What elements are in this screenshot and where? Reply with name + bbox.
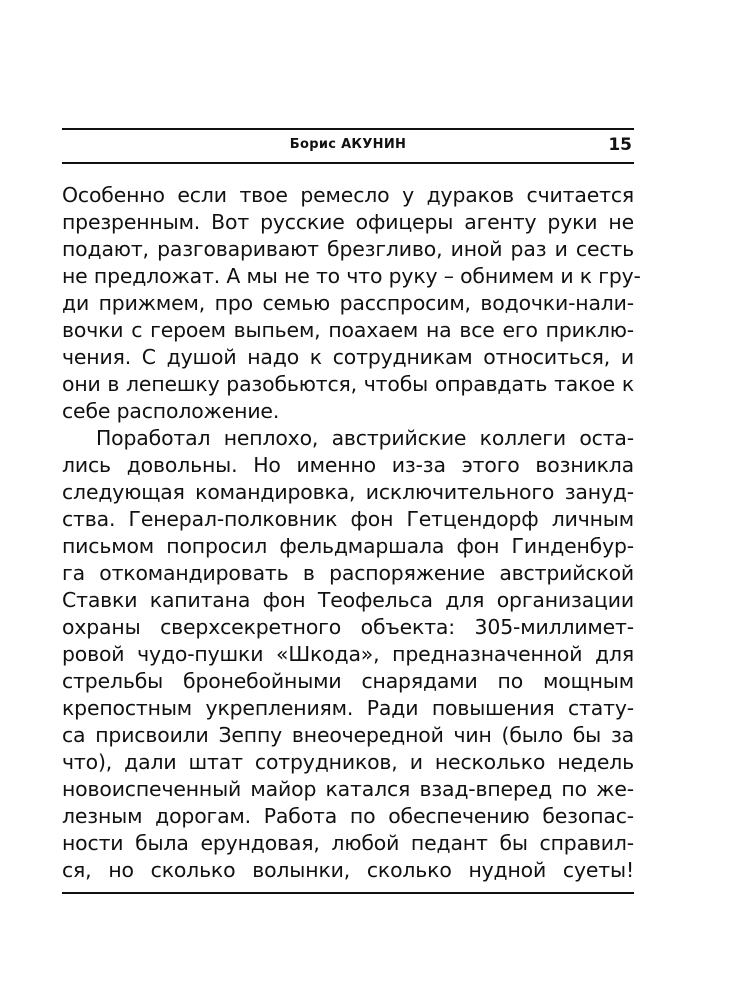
text-line: подают, разговаривают брезгливо, иной раз и сесть bbox=[62, 237, 634, 261]
text-line: Поработал неплохо, австрийские коллеги оста- bbox=[96, 426, 634, 450]
text-line: они в лепешку разобьются, чтобы оправдать такое к bbox=[62, 372, 634, 396]
running-head-author: Борис АКУНИН bbox=[289, 137, 407, 152]
text-line: Особенно если твое ремесло у дураков считается bbox=[62, 183, 634, 207]
text-line: чения. С душой надо к сотрудникам относиться, и bbox=[62, 345, 634, 369]
text-line: ся, но сколько волынки, сколько нудной суеты! bbox=[62, 858, 634, 882]
text-line: презренным. Вот русские офицеры агенту руки не bbox=[62, 210, 634, 234]
text-line: са присвоили Зеппу внеочередной чин (было бы за bbox=[62, 723, 634, 747]
text-line: ди прижмем, про семью расспросим, водочки-нали- bbox=[62, 291, 634, 315]
text-line: крепостным укреплениям. Ради повышения стату- bbox=[62, 696, 634, 720]
book-page bbox=[62, 128, 641, 884]
text-line: лись довольны. Но именно из-за этого возникла bbox=[62, 453, 634, 477]
text-line: не предложат. А мы не то что руку – обнимем и к гру- bbox=[62, 264, 641, 288]
text-line: вочки с героем выпьем, поахаем на все его приклю- bbox=[62, 318, 634, 342]
text-line: ности была ерундовая, любой педант бы справил- bbox=[62, 831, 634, 855]
text-line: стрельбы бронебойными снарядами по мощным bbox=[62, 669, 634, 693]
paragraph-1 bbox=[62, 182, 641, 425]
text-line: новоиспеченный майор катался взад-вперед по же- bbox=[62, 777, 634, 801]
text-line: Ставки капитана фон Теофельса для организации bbox=[62, 588, 634, 612]
text-line: следующая командировка, исключительного зануд- bbox=[62, 480, 634, 504]
header-bottom-rule bbox=[62, 162, 634, 164]
text-line: письмом попросил фельдмаршала фон Гинденбур- bbox=[62, 534, 634, 558]
text-line: ства. Генерал-полковник фон Гетцендорф личным bbox=[62, 507, 634, 531]
text-line: себе расположение. bbox=[62, 399, 280, 423]
text-line: что), дали штат сотрудников, и несколько недель bbox=[62, 750, 634, 774]
text-line: охраны сверхсекретного объекта: 305-миллимет- bbox=[62, 615, 634, 639]
page-number: 15 bbox=[608, 135, 632, 155]
body-text bbox=[62, 182, 641, 884]
running-head bbox=[62, 130, 634, 162]
text-line: ровой чудо-пушки «Шкода», предназначенной для bbox=[62, 642, 634, 666]
text-line: га откомандировать в распоряжение австрийской bbox=[62, 561, 634, 585]
text-line: лезным дорогам. Работа по обеспечению безопас- bbox=[62, 804, 634, 828]
footer-rule bbox=[62, 892, 634, 894]
paragraph-2 bbox=[62, 425, 634, 884]
